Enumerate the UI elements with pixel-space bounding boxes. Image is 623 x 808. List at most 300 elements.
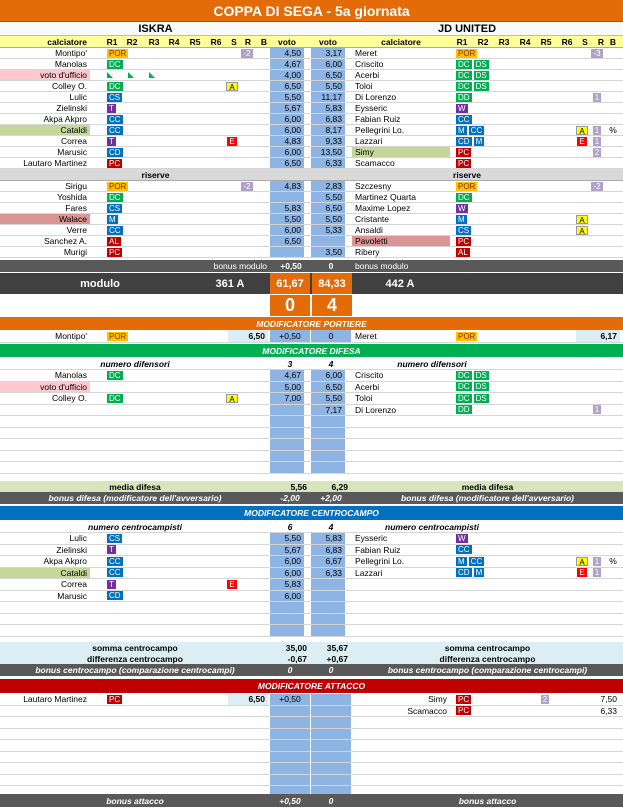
table-row: [0, 48, 623, 59]
role-cell: [453, 147, 533, 157]
role-cell: [104, 370, 164, 381]
sub-label: numero centrocampisti: [385, 521, 479, 532]
player-name: Ansaldi: [355, 225, 383, 235]
table-row: [0, 602, 623, 614]
s-cell: [576, 48, 588, 58]
s-cell: [576, 568, 588, 579]
role-cell: [104, 591, 164, 602]
section-header: [0, 317, 623, 330]
role-cell: [453, 247, 533, 257]
role-badge: PC: [458, 694, 470, 704]
role-badge: M: [458, 125, 465, 135]
voto-cell: 7,50: [600, 694, 617, 705]
voto-cell: 13,50: [311, 147, 345, 157]
voto-cell: 11,17: [311, 92, 345, 102]
player-name: Martinez Quarta: [355, 192, 416, 202]
s-cell: [576, 81, 588, 91]
hdr-r: R4: [519, 36, 531, 47]
player-name: Di Lorenzo: [355, 404, 397, 415]
table-row: [0, 81, 623, 92]
role-cell: [453, 556, 533, 567]
voto-cell: 6,50: [270, 236, 304, 246]
b-cell: [590, 556, 604, 567]
player-name: Sanchez A.: [43, 236, 87, 246]
voto-cell: 4,83: [270, 181, 304, 191]
role-badge: DS: [475, 393, 487, 403]
modulo-right: 442 A: [385, 277, 415, 290]
hdr-r: B: [260, 36, 268, 47]
player-name: Meret: [355, 48, 377, 58]
b-cell: [590, 214, 604, 224]
section-header: [0, 344, 623, 357]
voto-cell: [270, 405, 304, 416]
s-cell: [576, 236, 588, 246]
modulo-label: modulo: [80, 277, 120, 290]
b-cell: [590, 568, 604, 579]
table-row: [0, 59, 623, 70]
bonus-attacco-row: [0, 794, 623, 807]
table-row: [0, 330, 623, 343]
role-badge: DC: [458, 59, 470, 69]
b-cell: [590, 70, 604, 80]
table-row: [0, 568, 623, 580]
player-name: Ribery: [355, 247, 380, 257]
diff-label: differenza centrocampo: [87, 653, 183, 664]
role-cell: [104, 136, 164, 146]
role-cell: [104, 556, 164, 567]
role-badge: DC: [109, 192, 121, 202]
reserves-label: riserve: [453, 169, 481, 180]
n-right: 4: [328, 358, 334, 369]
status-badge: 1: [594, 92, 600, 102]
voto-cell: [270, 625, 304, 636]
s-cell: [576, 556, 588, 567]
voto-cell: 6,33: [311, 568, 345, 579]
table-row: [0, 706, 623, 718]
score-left: 0: [270, 295, 310, 316]
b-cell: [590, 533, 604, 544]
voto-cell: 5,67: [270, 103, 304, 113]
b-cell: [590, 225, 604, 235]
b-cell: [238, 158, 256, 168]
role-badge: T: [109, 103, 114, 113]
hdr-player: calciatore: [47, 36, 87, 47]
table-row: [0, 114, 623, 125]
b-cell: [238, 92, 256, 102]
table-row: [0, 763, 623, 775]
b-cell: [536, 694, 554, 705]
voto-cell: 6,83: [311, 545, 345, 556]
status-badge: -2: [243, 48, 251, 58]
role-badge: DC: [458, 382, 470, 392]
hdr-player: calciatore: [381, 36, 421, 47]
role-cell: [453, 382, 533, 393]
sub-label: numero difensori: [397, 358, 467, 369]
voto-cell: 3,50: [311, 247, 345, 257]
player-name: Criscito: [355, 59, 384, 69]
role-cell: [453, 92, 533, 102]
role-badge: PC: [109, 158, 121, 168]
player-name: Murigi: [63, 247, 87, 257]
role-badge: AL: [458, 247, 468, 257]
voto-cell: 6,33: [311, 158, 345, 168]
s-cell: [576, 92, 588, 102]
s-cell: [226, 247, 238, 257]
role-cell: [104, 125, 164, 135]
table-row: [0, 370, 623, 382]
bonus-label: bonus centrocampo (comparazione centrocampi): [387, 665, 588, 675]
role-cell: [453, 330, 483, 342]
bonus-label: bonus attacco: [458, 795, 517, 806]
player-name: voto d'ufficio: [0, 382, 90, 393]
role-badge: POR: [109, 48, 127, 58]
role-badge: CD: [458, 568, 470, 578]
role-badge: DC: [109, 59, 121, 69]
role-badge: M: [458, 214, 465, 224]
voto-cell: 6,00: [270, 114, 304, 124]
role-cell: [453, 125, 533, 135]
s-cell: [226, 136, 238, 146]
voto-cell: 6,00: [270, 556, 304, 567]
role-cell: [104, 533, 164, 544]
role-cell: [104, 70, 164, 80]
hdr-r: R: [597, 36, 605, 47]
s-cell: [226, 370, 238, 381]
s-cell: [576, 225, 588, 235]
hdr-r: S: [582, 36, 588, 47]
voto-cell: 5,50: [270, 214, 304, 224]
bonus-cell: +0,50: [270, 694, 310, 705]
voto-cell: 5,33: [311, 225, 345, 235]
voto-cell: 6,50: [311, 203, 345, 213]
title-text: COPPA DI SEGA - 5a giornata: [213, 2, 410, 19]
player-name: Manolas: [54, 370, 87, 381]
role-cell: [453, 533, 533, 544]
table-row: [0, 70, 623, 81]
role-badge: M: [475, 136, 483, 146]
bonus-cell: [311, 729, 351, 740]
table-row: [0, 247, 623, 258]
bonus-cell: [270, 775, 310, 786]
table-row: [0, 225, 623, 236]
bonus-cell: 0: [311, 330, 351, 342]
s-cell: [576, 181, 588, 191]
s-cell: [226, 533, 238, 544]
voto-cell: [270, 192, 304, 202]
s-cell: [576, 59, 588, 69]
voto-cell: 5,67: [270, 545, 304, 556]
sub-label: numero difensori: [100, 358, 170, 369]
s-cell: [576, 214, 588, 224]
role-cell: [104, 545, 164, 556]
voto-cell: 6,00: [270, 225, 304, 235]
total-right: 84,33: [312, 273, 352, 294]
status-badge: A: [576, 215, 587, 224]
s-cell: [226, 59, 238, 69]
player-name: Manolas: [54, 59, 87, 69]
b-cell: [590, 114, 604, 124]
status-badge: -2: [593, 181, 601, 191]
status-badge: E: [229, 136, 235, 146]
role-cell: [453, 181, 533, 191]
role-cell: [453, 370, 533, 381]
table-row: [0, 428, 623, 440]
table-row: [0, 405, 623, 417]
s-cell: [576, 114, 588, 124]
player-name: Simy: [428, 694, 447, 705]
role-badge: POR: [109, 181, 127, 191]
role-badge: DC: [458, 370, 470, 380]
player-name: Walace: [0, 214, 90, 224]
player-name: Lulic: [69, 92, 87, 102]
voto-cell: 9,33: [311, 136, 345, 146]
status-badge: A: [226, 82, 237, 91]
role-cell: [453, 70, 533, 80]
player-name: Montipo': [55, 331, 87, 341]
player-name: Lulic: [69, 533, 87, 544]
somma-right: 35,67: [326, 642, 348, 653]
voto-cell: 5,50: [311, 192, 345, 202]
hdr-r: R4: [168, 36, 180, 47]
b-cell: [590, 92, 604, 102]
b-cell: [590, 147, 604, 157]
table-row: [0, 416, 623, 428]
n-left: 6: [287, 521, 293, 532]
player-name: Marusic: [57, 590, 87, 601]
modulo-left: 361 A: [215, 277, 245, 290]
role-badge: CC: [470, 556, 483, 566]
voto-cell: [311, 451, 345, 462]
role-cell: [453, 103, 533, 113]
role-cell: [104, 114, 164, 124]
table-row: [0, 439, 623, 451]
player-name: Correa: [61, 579, 87, 590]
role-cell: [453, 214, 533, 224]
player-name: Toloi: [355, 393, 373, 404]
section-header: [0, 506, 623, 520]
bonus-label: bonus difesa (modificatore dell'avversario): [48, 493, 222, 503]
role-badge: T: [109, 545, 114, 555]
player-name: Lautaro Martinez: [23, 694, 87, 705]
bonus-cell: [270, 717, 310, 728]
hdr-r: R2: [126, 36, 138, 47]
s-cell: [576, 545, 588, 556]
b-cell: [238, 81, 256, 91]
b-cell: [590, 203, 604, 213]
somma-row: [0, 642, 623, 653]
bonus-right: 0: [328, 665, 334, 675]
role-badge: PC: [458, 158, 470, 168]
bonus-cell: [311, 775, 351, 786]
diff-row: [0, 653, 623, 664]
table-row: [0, 579, 623, 591]
role-badge: DD: [458, 92, 470, 102]
role-cell: [453, 694, 513, 705]
table-row: [0, 717, 623, 729]
table-row: [0, 740, 623, 752]
b-cell: [238, 114, 256, 124]
voto-cell: 6,50: [311, 382, 345, 393]
role-cell: [453, 545, 533, 556]
s-cell: [226, 382, 238, 393]
role-cell: [453, 405, 533, 416]
voto-cell: [311, 579, 345, 590]
hdr-r: B: [609, 36, 617, 47]
reserves-header: [0, 169, 623, 181]
b-cell: [590, 158, 604, 168]
player-name: Di Lorenzo: [355, 92, 397, 102]
bonus-row: [0, 664, 623, 676]
s-cell: [226, 114, 238, 124]
player-name: Sirigu: [65, 181, 87, 191]
bonus-cell: [311, 752, 351, 763]
status-badge: -2: [243, 181, 251, 191]
role-badge: DC: [458, 70, 470, 80]
role-cell: [453, 48, 533, 58]
role-cell: [104, 92, 164, 102]
voto-cell: 5,83: [311, 103, 345, 113]
player-name: Cataldi: [0, 568, 90, 579]
bonus-cell: [311, 706, 351, 717]
role-badge: M: [458, 556, 465, 566]
role-badge: T: [109, 136, 114, 146]
role-badge: DC: [109, 81, 121, 91]
hdr-r: R3: [148, 36, 160, 47]
role-badge: CS: [109, 533, 121, 543]
s-cell: [576, 203, 588, 213]
hdr-r: R6: [210, 36, 222, 47]
b-cell: [590, 405, 604, 416]
player-name: Cataldi: [0, 125, 90, 135]
role-badge: CD: [458, 136, 470, 146]
voto-cell: 6,00: [311, 59, 345, 69]
table-row: [0, 614, 623, 626]
bonus-modulo-row: [0, 260, 623, 272]
role-cell: [104, 247, 164, 257]
role-cell: [104, 694, 164, 705]
bonus-cell: [311, 740, 351, 751]
s-cell: [226, 393, 238, 404]
voto-cell: [270, 462, 304, 473]
status-badge: A: [576, 226, 587, 235]
table-row: [0, 729, 623, 741]
s-cell: [226, 591, 238, 602]
role-cell: [104, 192, 164, 202]
role-badge: DS: [475, 81, 487, 91]
b-cell: [238, 214, 256, 224]
b-cell: [238, 147, 256, 157]
bonus-label: bonus modulo: [213, 261, 267, 271]
voto-cell: [311, 602, 345, 613]
role-badge: POR: [458, 331, 476, 341]
role-badge: CC: [109, 568, 121, 578]
voto-cell: [311, 428, 345, 439]
table-row: [0, 136, 623, 147]
b-cell: [238, 192, 256, 202]
table-row: [0, 92, 623, 103]
role-cell: [453, 225, 533, 235]
media-left: 5,56: [290, 481, 307, 492]
role-badge: PC: [458, 706, 470, 716]
voto-cell: [270, 602, 304, 613]
bonus-right: 0: [328, 261, 334, 271]
b-cell: [590, 181, 604, 191]
voto-cell: [311, 591, 345, 602]
player-name: Criscito: [355, 370, 384, 381]
diff-label: differenza centrocampo: [439, 653, 536, 664]
somma-left: 35,00: [285, 642, 307, 653]
s-cell: [226, 545, 238, 556]
b-cell: [238, 48, 256, 58]
voto-cell: [270, 247, 304, 257]
voto-cell: 6,50: [311, 70, 345, 80]
voto-cell: [270, 451, 304, 462]
voto-cell: 6,00: [270, 125, 304, 135]
role-badge: CC: [109, 114, 121, 124]
bonus-cell: [270, 763, 310, 774]
voto-cell: [311, 614, 345, 625]
hdr-voto: voto: [278, 36, 296, 47]
voto-cell: 6,50: [228, 330, 268, 342]
table-row: [0, 192, 623, 203]
voto-cell: 6,00: [311, 370, 345, 381]
s-cell: [226, 568, 238, 579]
voto-cell: [311, 625, 345, 636]
hdr-r: R3: [498, 36, 510, 47]
voto-cell: 3,17: [311, 48, 345, 58]
status-badge: E: [579, 568, 585, 578]
voto-cell: 2,83: [311, 181, 345, 191]
role-badge: DC: [458, 81, 470, 91]
s-cell: [576, 382, 588, 393]
s-cell: [576, 125, 588, 135]
role-cell: [104, 158, 164, 168]
b-cell: [590, 192, 604, 202]
voto-cell: [270, 428, 304, 439]
bonus-left: 0: [287, 665, 293, 675]
extra-cell: %: [609, 556, 617, 567]
hdr-r: R5: [540, 36, 552, 47]
voto-cell: 5,83: [270, 203, 304, 213]
total-left: 61,67: [270, 273, 310, 294]
player-name: Scamacco: [407, 705, 447, 716]
table-row: [0, 393, 623, 405]
reserves-label: riserve: [141, 169, 170, 180]
score-row: [0, 295, 623, 316]
player-name: Akpa Akpro: [43, 556, 87, 567]
voto-cell: 6,67: [311, 556, 345, 567]
table-row: [0, 147, 623, 158]
s-cell: [576, 70, 588, 80]
s-cell: [226, 92, 238, 102]
role-badge: W: [458, 103, 466, 113]
status-badge: A: [576, 126, 587, 135]
s-cell: [226, 48, 238, 58]
player-name: Fabian Ruiz: [355, 114, 401, 124]
s-cell: [226, 70, 238, 80]
b-cell: [590, 393, 604, 404]
s-cell: [576, 370, 588, 381]
role-cell: [104, 59, 164, 69]
b-cell: [238, 125, 256, 135]
voto-cell: 6,83: [311, 114, 345, 124]
voto-cell: [311, 439, 345, 450]
status-badge: 2: [542, 694, 548, 704]
s-cell: [576, 393, 588, 404]
b-cell: [238, 70, 256, 80]
s-cell: [226, 203, 238, 213]
role-badge: DS: [475, 59, 487, 69]
